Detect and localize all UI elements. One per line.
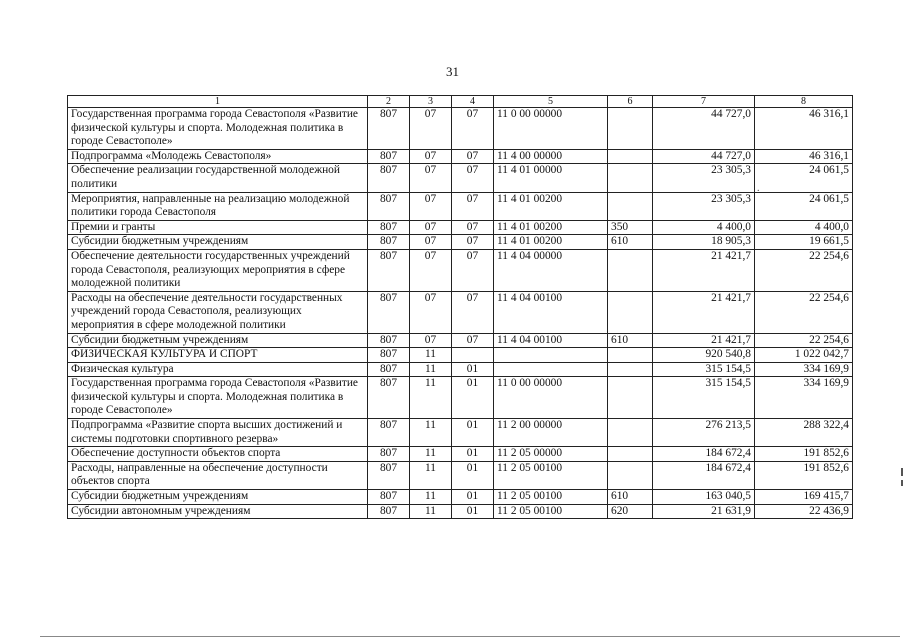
scan-edge-mark [901,480,903,486]
table-row [68,235,853,250]
table-row [68,490,853,505]
page-number: 31 [446,64,459,79]
section-cell: 07 [410,164,452,192]
target-article-cell: 11 4 01 00200 [494,220,608,235]
subsection-cell: 07 [452,235,494,250]
amount-year2-cell: 22 254,6 [755,291,853,333]
amount-year2-cell: 288 322,4 [755,419,853,447]
section-cell: 11 [410,377,452,419]
column-header: 2 [368,96,410,108]
expense-type-cell [608,249,653,291]
grbs-cell: 807 [368,348,410,363]
amount-year1-cell: 21 421,7 [653,291,755,333]
grbs-cell: 807 [368,235,410,250]
row-name-cell: Обеспечение деятельности государственных учреждений города Севастополя, реализующих мероприятия в сфере молодежной политики [68,249,368,291]
row-name-cell: Субсидии автономным учреждениям [68,504,368,519]
subsection-cell: 01 [452,377,494,419]
section-cell: 11 [410,348,452,363]
section-cell: 11 [410,504,452,519]
table-row [68,149,853,164]
target-article-cell: 11 4 01 00200 [494,235,608,250]
scan-edge-mark [901,468,903,476]
section-cell: 07 [410,235,452,250]
grbs-cell: 807 [368,447,410,462]
amount-year2-cell: 22 436,9 [755,504,853,519]
target-article-cell [494,362,608,377]
row-name-cell: Государственная программа города Севастополя «Развитие физической культуры и спорта. Молодежная политика в городе Севастополе» [68,108,368,150]
grbs-cell: 807 [368,108,410,150]
table-row [68,108,853,150]
row-name-cell: Физическая культура [68,362,368,377]
expense-type-cell [608,377,653,419]
subsection-cell: 07 [452,108,494,150]
subsection-cell: 01 [452,490,494,505]
expense-type-cell: 610 [608,490,653,505]
target-article-cell: 11 4 01 00200 [494,192,608,220]
row-name-cell: ФИЗИЧЕСКАЯ КУЛЬТУРА И СПОРТ [68,348,368,363]
expense-type-cell: 350 [608,220,653,235]
row-name-cell: Расходы, направленные на обеспечение доступности объектов спорта [68,461,368,489]
amount-year1-cell: 21 631,9 [653,504,755,519]
amount-year2-cell: 191 852,6 [755,447,853,462]
amount-year1-cell: 163 040,5 [653,490,755,505]
target-article-cell: 11 0 00 00000 [494,108,608,150]
subsection-cell: 01 [452,419,494,447]
expense-type-cell [608,164,653,192]
amount-year1-cell: 184 672,4 [653,447,755,462]
row-name-cell: Расходы на обеспечение деятельности государственных учреждений города Севастополя, реализующих мероприятия в сфере молодежной политики [68,291,368,333]
row-name-cell: Обеспечение реализации государственной молодежной политики [68,164,368,192]
expense-type-cell: 610 [608,333,653,348]
table-row [68,249,853,291]
subsection-cell: 07 [452,149,494,164]
grbs-cell: 807 [368,164,410,192]
section-cell: 11 [410,490,452,505]
column-header: 4 [452,96,494,108]
target-article-cell: 11 4 01 00000 [494,164,608,192]
amount-year1-cell: 920 540,8 [653,348,755,363]
amount-year1-cell: 44 727,0 [653,149,755,164]
subsection-cell: 07 [452,291,494,333]
row-name-cell: Государственная программа города Севастополя «Развитие физической культуры и спорта. Молодежная политика в городе Севастополе» [68,377,368,419]
amount-year1-cell: 44 727,0 [653,108,755,150]
amount-year2-cell: 334 169,9 [755,362,853,377]
section-cell: 11 [410,461,452,489]
row-name-cell: Субсидии бюджетным учреждениям [68,235,368,250]
expense-type-cell [608,192,653,220]
column-header: 8 [755,96,853,108]
column-header: 3 [410,96,452,108]
grbs-cell: 807 [368,192,410,220]
expense-type-cell [608,348,653,363]
amount-year1-cell: 184 672,4 [653,461,755,489]
amount-year1-cell: 276 213,5 [653,419,755,447]
target-article-cell: 11 2 05 00100 [494,504,608,519]
grbs-cell: 807 [368,291,410,333]
section-cell: 07 [410,149,452,164]
amount-year2-cell: 19 661,5 [755,235,853,250]
target-article-cell: 11 4 04 00100 [494,291,608,333]
expense-type-cell [608,447,653,462]
expense-type-cell [608,362,653,377]
amount-year1-cell: 4 400,0 [653,220,755,235]
target-article-cell: 11 4 04 00000 [494,249,608,291]
amount-year2-cell: 1 022 042,7 [755,348,853,363]
target-article-cell [494,348,608,363]
subsection-cell: 07 [452,333,494,348]
expense-type-cell [608,108,653,150]
target-article-cell: 11 2 05 00100 [494,490,608,505]
subsection-cell: 01 [452,504,494,519]
grbs-cell: 807 [368,249,410,291]
row-name-cell: Подпрограмма «Молодежь Севастополя» [68,149,368,164]
section-cell: 07 [410,108,452,150]
grbs-cell: 807 [368,333,410,348]
row-name-cell: Мероприятия, направленные на реализацию молодежной политики города Севастополя [68,192,368,220]
row-name-cell: Субсидии бюджетным учреждениям [68,490,368,505]
amount-year1-cell: 21 421,7 [653,333,755,348]
subsection-cell: 01 [452,447,494,462]
grbs-cell: 807 [368,220,410,235]
table-row [68,333,853,348]
amount-year1-cell: 18 905,3 [653,235,755,250]
amount-year2-cell: 46 316,1 [755,149,853,164]
expense-type-cell [608,291,653,333]
target-article-cell: 11 2 00 00000 [494,419,608,447]
section-cell: 07 [410,333,452,348]
table-row [68,419,853,447]
section-cell: 07 [410,220,452,235]
table-header-row [68,96,853,108]
table-row [68,164,853,192]
amount-year2-cell: 24 061,5 [755,192,853,220]
amount-year1-cell: 315 154,5 [653,362,755,377]
table-row [68,362,853,377]
target-article-cell: 11 2 05 00000 [494,447,608,462]
amount-year2-cell: 46 316,1 [755,108,853,150]
subsection-cell: 01 [452,362,494,377]
grbs-cell: 807 [368,362,410,377]
section-cell: 07 [410,249,452,291]
page-bottom-edge [40,636,900,637]
table-row [68,192,853,220]
amount-year1-cell: 21 421,7 [653,249,755,291]
expense-type-cell [608,419,653,447]
expense-type-cell: 620 [608,504,653,519]
subsection-cell: 07 [452,164,494,192]
amount-year2-cell: 191 852,6 [755,461,853,489]
amount-year2-cell: 4 400,0 [755,220,853,235]
expense-type-cell: 610 [608,235,653,250]
row-name-cell: Премии и гранты [68,220,368,235]
table-row [68,291,853,333]
amount-year2-cell: 169 415,7 [755,490,853,505]
target-article-cell: 11 0 00 00000 [494,377,608,419]
column-header: 6 [608,96,653,108]
amount-year1-cell: 315 154,5 [653,377,755,419]
row-name-cell: Субсидии бюджетным учреждениям [68,333,368,348]
amount-year1-cell: 23 305,3 [653,164,755,192]
subsection-cell: 07 [452,220,494,235]
column-header: 7 [653,96,755,108]
budget-table [67,95,853,519]
section-cell: 11 [410,362,452,377]
subsection-cell: 07 [452,192,494,220]
table-row [68,377,853,419]
grbs-cell: 807 [368,461,410,489]
grbs-cell: 807 [368,419,410,447]
table-row [68,220,853,235]
scan-speck: . [757,183,760,194]
grbs-cell: 807 [368,490,410,505]
amount-year1-cell: 23 305,3 [653,192,755,220]
amount-year2-cell: 24 061,5 [755,164,853,192]
grbs-cell: 807 [368,149,410,164]
section-cell: 11 [410,419,452,447]
section-cell: 11 [410,447,452,462]
row-name-cell: Подпрограмма «Развитие спорта высших достижений и системы подготовки спортивного резерва» [68,419,368,447]
target-article-cell: 11 4 04 00100 [494,333,608,348]
subsection-cell: 01 [452,461,494,489]
amount-year2-cell: 22 254,6 [755,333,853,348]
target-article-cell: 11 2 05 00100 [494,461,608,489]
table-row [68,504,853,519]
amount-year2-cell: 334 169,9 [755,377,853,419]
subsection-cell: 07 [452,249,494,291]
column-header: 5 [494,96,608,108]
grbs-cell: 807 [368,377,410,419]
table-row [68,447,853,462]
table-row [68,348,853,363]
column-header: 1 [68,96,368,108]
table-row [68,461,853,489]
row-name-cell: Обеспечение доступности объектов спорта [68,447,368,462]
target-article-cell: 11 4 00 00000 [494,149,608,164]
subsection-cell [452,348,494,363]
amount-year2-cell: 22 254,6 [755,249,853,291]
expense-type-cell [608,461,653,489]
expense-type-cell [608,149,653,164]
section-cell: 07 [410,192,452,220]
grbs-cell: 807 [368,504,410,519]
section-cell: 07 [410,291,452,333]
